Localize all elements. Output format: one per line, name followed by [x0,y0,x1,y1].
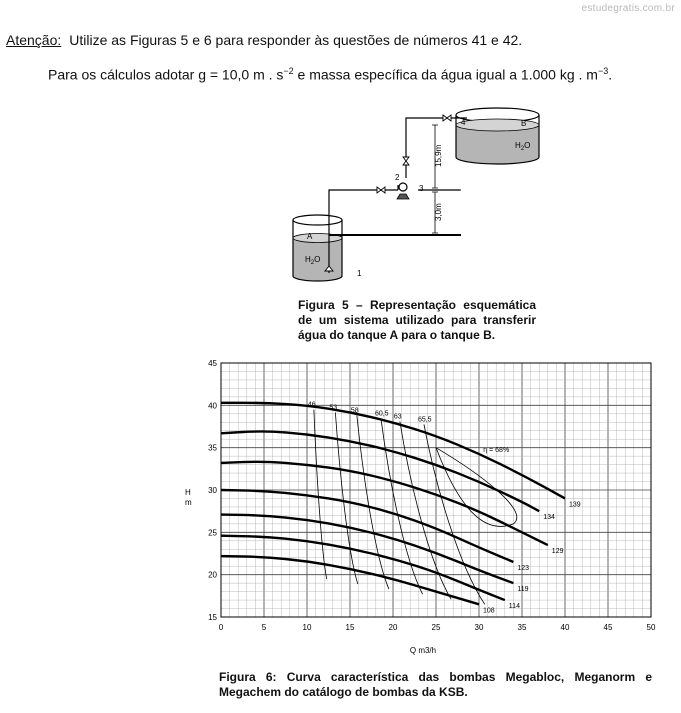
pump-curve-label-139: 139 [569,501,581,509]
point-label-4: 4 [461,118,466,127]
site-watermark: estudegratis.com.br [581,3,675,14]
valve-icon [443,115,451,121]
efficiency-label-53: 53 [329,404,338,412]
x-tick-label: 0 [218,623,224,632]
efficiency-label-63: 63 [393,413,402,421]
y-tick-label: 30 [208,486,217,495]
pump-icon [399,183,407,191]
y-axis-label: H m [185,488,192,507]
calc-exponent-1: −2 [283,66,294,76]
tank-a-water: $H_2O$ [305,255,321,266]
y-tick-label: 35 [208,443,217,453]
chart-grid [221,363,651,617]
piping [329,118,467,273]
height-lower-label: 3,0m [434,203,443,221]
efficiency-label-58: 58 [350,407,359,415]
pump-curve-134 [221,431,539,511]
efficiency-label-65,5: 65,5 [417,416,432,424]
efficiency-label-max: η = 68% [483,446,510,454]
tank-b-water: $H_2O$ [515,141,531,152]
point-label-3: 3 [419,184,424,193]
x-tick-label: 25 [431,623,441,632]
pump-curve-label-123: 123 [517,564,530,572]
x-tick-label: 40 [560,623,570,632]
efficiency-curve-63 [400,421,451,599]
y-tick-label: 25 [208,528,217,538]
valve-icon [377,187,385,193]
x-tick-label: 35 [517,623,527,632]
calculation-note [48,66,612,83]
x-tick-label: 30 [474,623,484,632]
point-label-2: 2 [395,173,400,182]
x-axis-label: Q m3/h [409,646,437,655]
figure6-caption: Figura 6: Curva característica das bombas Megabloc, Meganorm e Megachem do catálogo de bombas da KSB. [219,670,652,699]
pump-curve-label-129: 129 [551,548,564,556]
calc-text-1: Para os cálculos adotar g = 10,0 m . s [48,66,284,83]
tank-a-label: A [307,232,313,241]
x-tick-label: 10 [302,623,312,632]
efficiency-label-46: 46 [307,401,316,409]
attention-label: Atenção: [6,32,62,48]
figure5-schematic [285,95,550,290]
x-tick-label: 50 [646,623,656,632]
attention-line [6,32,522,48]
calc-text-2: e massa específica da água igual a 1.000 kg . m [293,66,598,83]
x-tick-label: 20 [388,623,398,632]
pump-curve-114 [221,536,505,600]
y-tick-label: 15 [208,613,217,622]
pump-curve-label-114: 114 [508,603,520,611]
height-upper-label: 15,9m [434,144,443,167]
figure6-chart [175,355,670,660]
y-tick-label: 20 [208,570,217,580]
tank-b [456,108,539,164]
y-tick-label: 45 [208,359,217,368]
valve-icon [403,157,409,165]
y-tick-label: 40 [208,401,217,411]
figure5-caption: Figura 5 – Representação esquemática de um sistema utilizado para transferir água do tanque A para o tanque B. [298,298,536,342]
efficiency-label-60,5: 60,5 [374,410,389,418]
pump-curve-label-134: 134 [543,514,555,522]
x-tick-label: 45 [603,623,613,632]
x-tick-label: 15 [345,623,355,632]
x-tick-label: 5 [261,623,267,632]
point-label-1: 1 [357,269,362,278]
tank-a [293,215,342,281]
pump-curve-label-108: 108 [483,607,495,615]
pump-curve-label-119: 119 [517,586,529,594]
calc-text-3: . [608,66,613,83]
tank-b-label: B [521,119,527,128]
attention-text: Utilize as Figuras 5 e 6 para responder às questões de números 41 e 42. [69,32,523,48]
calc-exponent-2: −3 [597,66,609,76]
